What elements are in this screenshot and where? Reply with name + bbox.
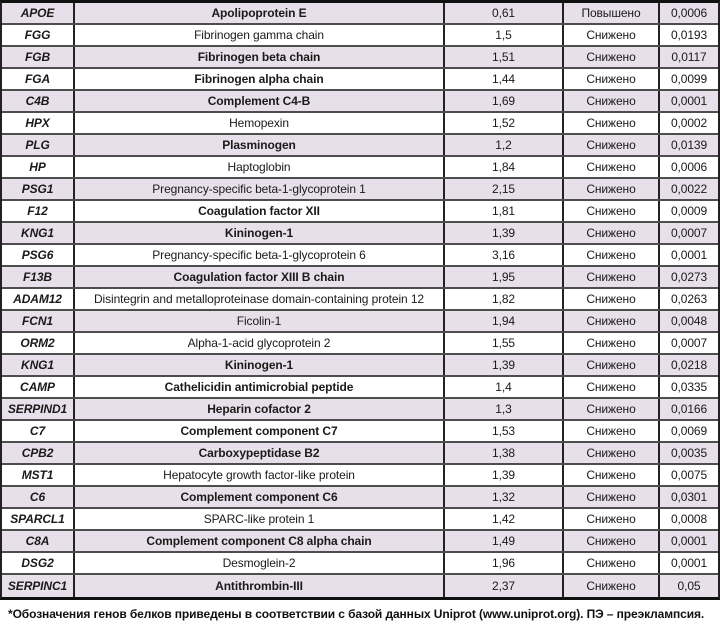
gene-cell: SPARCL1 xyxy=(2,509,75,529)
pvalue-cell: 0,0007 xyxy=(670,226,708,240)
direction-cell: Снижено xyxy=(564,465,660,485)
direction-cell: Снижено xyxy=(564,25,660,45)
direction-cell: Снижено xyxy=(564,289,660,309)
gene-cell: FGG xyxy=(2,25,75,45)
direction-cell: Снижено xyxy=(564,201,660,221)
pvalue-cell: 0,0166 xyxy=(670,402,708,416)
gene-cell: F12 xyxy=(2,201,75,221)
table-row xyxy=(2,553,718,575)
fold-change-cell: 1,52 xyxy=(445,113,564,133)
protein-cell: Fibrinogen gamma chain xyxy=(75,25,445,45)
table-row xyxy=(2,443,718,465)
fold-change-cell: 1,5 xyxy=(445,25,564,45)
table-row xyxy=(2,223,718,245)
table-row xyxy=(2,289,718,311)
gene-cell: C7 xyxy=(2,421,75,441)
protein-cell: Carboxypeptidase B2 xyxy=(75,443,445,463)
fold-change-cell: 1,44 xyxy=(445,69,564,89)
protein-cell: Complement component C6 xyxy=(75,487,445,507)
fold-change-cell: 2,15 xyxy=(445,179,564,199)
pvalue-cell: 0,0001 xyxy=(670,556,708,570)
gene-cell: HP xyxy=(2,157,75,177)
gene-cell: FCN1 xyxy=(2,311,75,331)
direction-cell: Снижено xyxy=(564,267,660,287)
protein-cell: Coagulation factor XII xyxy=(75,201,445,221)
table-row xyxy=(2,355,718,377)
direction-cell: Снижено xyxy=(564,135,660,155)
direction-cell: Снижено xyxy=(564,553,660,573)
direction-cell: Снижено xyxy=(564,157,660,177)
pvalue-cell: 0,0048 xyxy=(670,314,708,328)
protein-cell: Hemopexin xyxy=(75,113,445,133)
pvalue-cell: 0,0007 xyxy=(670,336,708,350)
gene-cell: DSG2 xyxy=(2,553,75,573)
table-row xyxy=(2,465,718,487)
pvalue-cell: 0,0001 xyxy=(670,94,708,108)
protein-cell: Alpha-1-acid glycoprotein 2 xyxy=(75,333,445,353)
table-row xyxy=(2,267,718,289)
pvalue-cell: 0,0001 xyxy=(670,534,708,548)
protein-cell: Plasminogen xyxy=(75,135,445,155)
fold-change-cell: 1,95 xyxy=(445,267,564,287)
gene-cell: C6 xyxy=(2,487,75,507)
direction-cell: Снижено xyxy=(564,443,660,463)
protein-cell: Complement C4-B xyxy=(75,91,445,111)
pvalue-cell: 0,0139 xyxy=(670,138,708,152)
table-row xyxy=(2,399,718,421)
protein-cell: Heparin cofactor 2 xyxy=(75,399,445,419)
pvalue-cell: 0,0069 xyxy=(670,424,708,438)
protein-cell: Apolipoprotein E xyxy=(75,3,445,23)
pvalue-cell: 0,0099 xyxy=(670,72,708,86)
fold-change-cell: 1,49 xyxy=(445,531,564,551)
pvalue-cell: 0,0006 xyxy=(670,160,708,174)
gene-cell: CPB2 xyxy=(2,443,75,463)
protein-cell: Fibrinogen alpha chain xyxy=(75,69,445,89)
table-row xyxy=(2,377,718,399)
fold-change-cell: 1,4 xyxy=(445,377,564,397)
gene-cell: KNG1 xyxy=(2,355,75,375)
pvalue-cell: 0,0006 xyxy=(670,6,708,20)
table-row xyxy=(2,113,718,135)
fold-change-cell: 1,82 xyxy=(445,289,564,309)
protein-cell: Complement component C7 xyxy=(75,421,445,441)
protein-cell: Pregnancy-specific beta-1-glycoprotein 6 xyxy=(75,245,445,265)
gene-cell: SERPINC1 xyxy=(2,575,75,597)
direction-cell: Снижено xyxy=(564,575,660,597)
protein-cell: Hepatocyte growth factor-like protein xyxy=(75,465,445,485)
table-row xyxy=(2,575,718,597)
pvalue-cell: 0,0301 xyxy=(670,490,708,504)
gene-cell: ADAM12 xyxy=(2,289,75,309)
fold-change-cell: 1,42 xyxy=(445,509,564,529)
fold-change-cell: 1,39 xyxy=(445,223,564,243)
fold-change-cell: 1,51 xyxy=(445,47,564,67)
direction-cell: Снижено xyxy=(564,355,660,375)
pvalue-cell: 0,0273 xyxy=(670,270,708,284)
gene-cell: PSG6 xyxy=(2,245,75,265)
table-row xyxy=(2,157,718,179)
gene-cell: C4B xyxy=(2,91,75,111)
protein-cell: Desmoglein-2 xyxy=(75,553,445,573)
protein-cell: Haptoglobin xyxy=(75,157,445,177)
pvalue-cell: 0,0218 xyxy=(670,358,708,372)
gene-cell: PSG1 xyxy=(2,179,75,199)
fold-change-cell: 1,94 xyxy=(445,311,564,331)
table-row xyxy=(2,531,718,553)
fold-change-cell: 1,81 xyxy=(445,201,564,221)
fold-change-cell: 1,96 xyxy=(445,553,564,573)
gene-cell: SERPIND1 xyxy=(2,399,75,419)
gene-cell: C8A xyxy=(2,531,75,551)
table-row xyxy=(2,91,718,113)
protein-cell: Cathelicidin antimicrobial peptide xyxy=(75,377,445,397)
pvalue-cell: 0,0002 xyxy=(670,116,708,130)
table-row xyxy=(2,201,718,223)
fold-change-cell: 1,55 xyxy=(445,333,564,353)
pvalue-cell: 0,0001 xyxy=(670,248,708,262)
direction-cell: Снижено xyxy=(564,311,660,331)
table-row xyxy=(2,509,718,531)
pvalue-cell: 0,0009 xyxy=(670,204,708,218)
pvalue-cell: 0,0117 xyxy=(671,50,707,64)
pvalue-cell: 0,0075 xyxy=(670,468,708,482)
fold-change-cell: 1,84 xyxy=(445,157,564,177)
direction-cell: Снижено xyxy=(564,531,660,551)
table-row xyxy=(2,179,718,201)
protein-cell: Disintegrin and metalloproteinase domain-containing protein 12 xyxy=(75,289,445,309)
table-footnote: *Обозначения генов белков приведены в соответствии с базой данных Uniprot (www.uniprot.org). ПЭ – преэклампсия. xyxy=(8,607,705,621)
direction-cell: Снижено xyxy=(564,509,660,529)
fold-change-cell: 1,69 xyxy=(445,91,564,111)
fold-change-cell: 2,37 xyxy=(445,575,564,597)
table-row xyxy=(2,69,718,91)
gene-cell: CAMP xyxy=(2,377,75,397)
fold-change-cell: 3,16 xyxy=(445,245,564,265)
direction-cell: Снижено xyxy=(564,487,660,507)
fold-change-cell: 1,32 xyxy=(445,487,564,507)
fold-change-cell: 0,61 xyxy=(445,3,564,23)
table-row xyxy=(2,421,718,443)
direction-cell: Снижено xyxy=(564,399,660,419)
pvalue-cell: 0,0335 xyxy=(670,380,708,394)
table-row xyxy=(2,135,718,157)
fold-change-cell: 1,39 xyxy=(445,355,564,375)
fold-change-cell: 1,3 xyxy=(445,399,564,419)
gene-cell: FGA xyxy=(2,69,75,89)
gene-cell: PLG xyxy=(2,135,75,155)
pvalue-cell: 0,0263 xyxy=(670,292,708,306)
table-row xyxy=(2,311,718,333)
direction-cell: Снижено xyxy=(564,91,660,111)
pvalue-cell: 0,05 xyxy=(677,579,701,593)
direction-cell: Снижено xyxy=(564,69,660,89)
table-row xyxy=(2,3,718,25)
protein-cell: Antithrombin-III xyxy=(75,575,445,597)
direction-cell: Снижено xyxy=(564,245,660,265)
gene-cell: MST1 xyxy=(2,465,75,485)
gene-cell: ORM2 xyxy=(2,333,75,353)
direction-cell: Снижено xyxy=(564,223,660,243)
direction-cell: Снижено xyxy=(564,333,660,353)
pvalue-cell: 0,0035 xyxy=(670,446,708,460)
protein-cell: Coagulation factor XIII B chain xyxy=(75,267,445,287)
protein-cell: Complement component C8 alpha chain xyxy=(75,531,445,551)
protein-cell: Fibrinogen beta chain xyxy=(75,47,445,67)
direction-cell: Повышено xyxy=(564,3,660,23)
gene-cell: KNG1 xyxy=(2,223,75,243)
protein-cell: Ficolin-1 xyxy=(75,311,445,331)
fold-change-cell: 1,2 xyxy=(445,135,564,155)
gene-cell: HPX xyxy=(2,113,75,133)
pvalue-cell: 0,0193 xyxy=(670,28,708,42)
fold-change-cell: 1,38 xyxy=(445,443,564,463)
gene-cell: APOE xyxy=(2,3,75,23)
pvalue-cell: 0,0022 xyxy=(670,182,708,196)
table-row xyxy=(2,25,718,47)
direction-cell: Снижено xyxy=(564,421,660,441)
protein-cell: SPARC-like protein 1 xyxy=(75,509,445,529)
table-row xyxy=(2,245,718,267)
gene-cell: F13B xyxy=(2,267,75,287)
protein-cell: Kininogen-1 xyxy=(75,223,445,243)
fold-change-cell: 1,53 xyxy=(445,421,564,441)
table-row xyxy=(2,487,718,509)
table-row xyxy=(2,47,718,69)
direction-cell: Снижено xyxy=(564,377,660,397)
pvalue-cell: 0,0008 xyxy=(670,512,708,526)
protein-cell: Kininogen-1 xyxy=(75,355,445,375)
protein-cell: Pregnancy-specific beta-1-glycoprotein 1 xyxy=(75,179,445,199)
direction-cell: Снижено xyxy=(564,179,660,199)
direction-cell: Снижено xyxy=(564,47,660,67)
gene-cell: FGB xyxy=(2,47,75,67)
direction-cell: Снижено xyxy=(564,113,660,133)
fold-change-cell: 1,39 xyxy=(445,465,564,485)
table-row xyxy=(2,333,718,355)
